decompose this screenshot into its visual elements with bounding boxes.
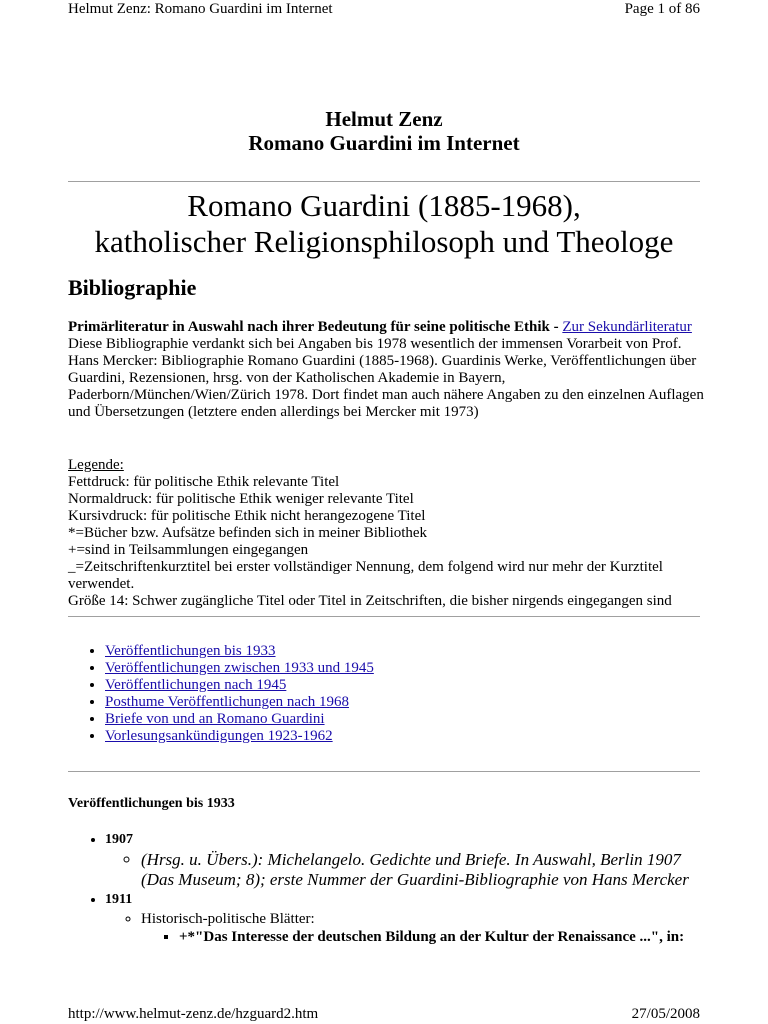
table-of-contents bbox=[68, 643, 374, 745]
legend-heading: Legende: bbox=[68, 457, 124, 473]
toc-link-vorlesungen[interactable]: Vorlesungsankündigungen 1923-1962 bbox=[105, 728, 333, 744]
toc-link-bis-1933[interactable]: Veröffentlichungen bis 1933 bbox=[105, 643, 276, 659]
page-title-line-1: Romano Guardini (1885-1968), bbox=[187, 188, 581, 223]
divider bbox=[68, 771, 700, 772]
intro-text bbox=[68, 319, 708, 421]
author-name: Helmut Zenz bbox=[325, 107, 443, 131]
year-label: 1907 bbox=[105, 832, 133, 847]
toc-link-1933-1945[interactable]: Veröffentlichungen zwischen 1933 und 1945 bbox=[105, 660, 374, 676]
divider bbox=[68, 616, 700, 617]
intro-bold-prefix: Primärliteratur in Auswahl nach ihrer Bedeutung für seine politische Ethik - bbox=[68, 319, 563, 335]
legend-line: Kursivdruck: für politische Ethik nicht herangezogene Titel bbox=[68, 508, 426, 524]
divider bbox=[68, 181, 700, 182]
legend-line: +=sind in Teilsammlungen eingegangen bbox=[68, 542, 309, 558]
year-label: 1911 bbox=[105, 892, 133, 907]
toc-link-posthum[interactable]: Posthume Veröffentlichungen nach 1968 bbox=[105, 694, 349, 710]
journal-entry bbox=[141, 910, 715, 946]
legend-line: Größe 14: Schwer zugängliche Titel oder Titel in Zeitschriften, die bisher nirgends eingegangen sind bbox=[68, 593, 672, 609]
journal-name: Historisch-politische Blätter: bbox=[141, 911, 315, 927]
list-item bbox=[105, 711, 374, 728]
list-item bbox=[105, 660, 374, 677]
toc-link-nach-1945[interactable]: Veröffentlichungen nach 1945 bbox=[105, 677, 287, 693]
print-date: 27/05/2008 bbox=[631, 1006, 700, 1022]
list-item bbox=[105, 643, 374, 660]
publication-list bbox=[68, 830, 715, 946]
article-sublist bbox=[141, 928, 715, 946]
page-title-line-2: katholischer Religionsphilosoph und Theologe bbox=[94, 224, 674, 259]
list-item bbox=[105, 677, 374, 694]
site-title: Romano Guardini im Internet bbox=[248, 131, 520, 155]
toc-link-briefe[interactable]: Briefe von und an Romano Guardini bbox=[105, 711, 325, 727]
list-item bbox=[105, 728, 374, 745]
section-heading: Veröffentlichungen bis 1933 bbox=[68, 796, 235, 811]
page-number: Page 1 of 86 bbox=[624, 1, 700, 17]
legend-line: _=Zeitschriftenkurztitel bei erster vollständiger Nennung, dem folgend wird nur mehr der Kurztitel verwendet. bbox=[68, 559, 663, 592]
list-item bbox=[105, 694, 374, 711]
page-header-title: Helmut Zenz: Romano Guardini im Internet bbox=[68, 1, 333, 17]
bibliography-heading: Bibliographie bbox=[68, 275, 197, 300]
legend bbox=[68, 457, 708, 610]
legend-line: Fettdruck: für politische Ethik relevante Titel bbox=[68, 474, 340, 490]
year-item-1907 bbox=[105, 830, 715, 890]
secondary-literature-link[interactable]: Zur Sekundärliteratur bbox=[562, 319, 692, 335]
publication-entry: ◦ (Hrsg. u. Übers.): Michelangelo. Gedichte und Briefe. In Auswahl, Berlin 1907 (Das Museum; 8); erste Nummer der Guardini-Bibliographie von Hans Mercker bbox=[141, 850, 715, 890]
publication-sublist bbox=[105, 910, 715, 946]
legend-line: *=Bücher bzw. Aufsätze befinden sich in meiner Bibliothek bbox=[68, 525, 428, 541]
page-url: http://www.helmut-zenz.de/hzguard2.htm bbox=[68, 1006, 319, 1022]
year-item-1911 bbox=[105, 890, 715, 946]
legend-line: Normaldruck: für politische Ethik weniger relevante Titel bbox=[68, 491, 414, 507]
page-title bbox=[68, 188, 700, 260]
author-block bbox=[68, 107, 700, 155]
publication-sublist bbox=[105, 850, 715, 890]
article-entry: ▪ +*"Das Interesse der deutschen Bildung an der Kultur der Renaissance ...", in: bbox=[179, 928, 715, 946]
intro-paragraph: Diese Bibliographie verdankt sich bei Angaben bis 1978 wesentlich der immensen Vorarbeit von Prof. Hans Mercker: Bibliographie Romano Guardini (1885-1968). Guardinis Werke, Veröffentlichungen über Guardini, Rezensionen, hrsg. von der Katholischen Akademie in Bayern, Paderborn/München/Wien/Zürich 1978. Dort findet man auch nähere Angaben zu den einzelnen Auflagen und Übersetzungen (letztere enden allerdings bei Mercker mit 1973) bbox=[68, 336, 704, 420]
